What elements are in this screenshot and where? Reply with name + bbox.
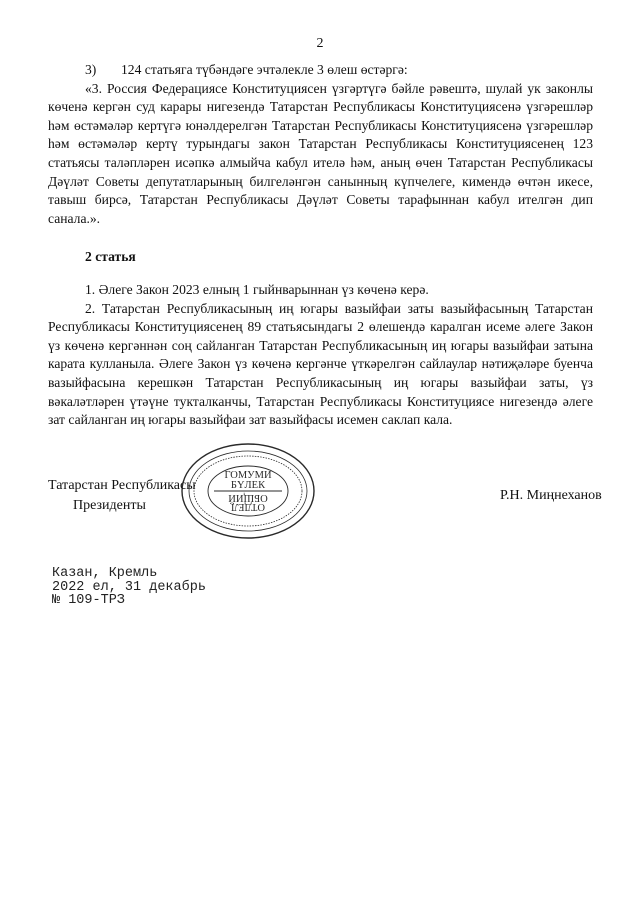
signatory-name: Р.Н. Миңнеханов <box>500 488 602 503</box>
article-heading: 2 статья <box>85 249 136 265</box>
stamp-text-line4: ОТДЕЛ <box>231 501 265 512</box>
stamp-text-line2: БҮЛЕК <box>230 480 266 491</box>
place-line: Казан, Кремль <box>52 566 158 581</box>
signatory-title-line2: Президенты <box>73 498 146 513</box>
amendment-item-number: 3) <box>85 62 97 77</box>
date-line: 2022 ел, 31 декабрь <box>52 579 206 595</box>
signatory-title <box>48 476 196 516</box>
stamp-graphic <box>178 441 318 541</box>
law-number-line: № 109-ТРЗ <box>52 593 125 608</box>
place-and-date <box>52 567 206 608</box>
signatory-title-line1: Татарстан Республикасы <box>48 478 196 493</box>
amendment-item-text: 124 статьяга түбәндәге эчтәлекле 3 өлеш өстәргә: <box>121 62 408 77</box>
article-item-2: 2. Татарстан Республикасының иң югары вазыйфаи заты вазыйфасының Татарстан Республикасы Конституциясенең 89 статьясындагы 2 өлешендә каралган исеме әлеге Закон үз көченә кергәннән соң сайланган Татарстан Республикасының иң югары вазыйфаи затына карата кулланыла. Әлеге Закон үз көченә кергәнче үткәрелгән сайлаулар нәтиҗәләре буенча вазыйфасына керешкән Татарстан Республикасының иң югары вазыйфаи заты, үз вәкаләтләрен үтәүне тукталканчы, Татарстан Республикасы Конституциясе нигезендә әлеге зат сайланган иң югары вазыйфаи зат вазыйфасы исемен саклап кала. <box>48 300 593 428</box>
quoted-amendment: «3. Россия Федерациясе Конституциясен үзгәртүгә бәйле рәвештә, шулай ук законлы көченә кергән суд карары нигезендә Татарстан Республикасы Конституциясенә үзгәрешләр һәм өстәмәләр кертүгә юнәлдерелгән Татарстан Республикасы Конституциясенә үзгәрешләр һәм өстәмәләр кертү турындагы закон Татарстан Республикасы Конституциясенең 123 статьясы таләпләрен исәпкә алмыйча кабул ителә һәм, аның өчен Татарстан Республикасы Дәүләт Советы депутатларының билгеләнгән санынның күпчелеге, кимендә өчтән икесе, тавыш бирсә, Татарстан Республикасы Дәүләт Советы тарафыннан кабул ителгән дип санала.». <box>48 80 593 226</box>
article-item-1: 1. Әлеге Закон 2023 елның 1 гыйнварыннан үз көченә керә. <box>85 281 429 297</box>
stamp-text-line3: ОБЩИЙ <box>228 492 268 503</box>
official-stamp <box>178 441 318 541</box>
stamp-text-line1: ГОМУМИ <box>224 470 272 481</box>
page-number: 2 <box>316 36 324 51</box>
document-body <box>48 61 593 430</box>
amendment-item-3 <box>48 61 593 80</box>
